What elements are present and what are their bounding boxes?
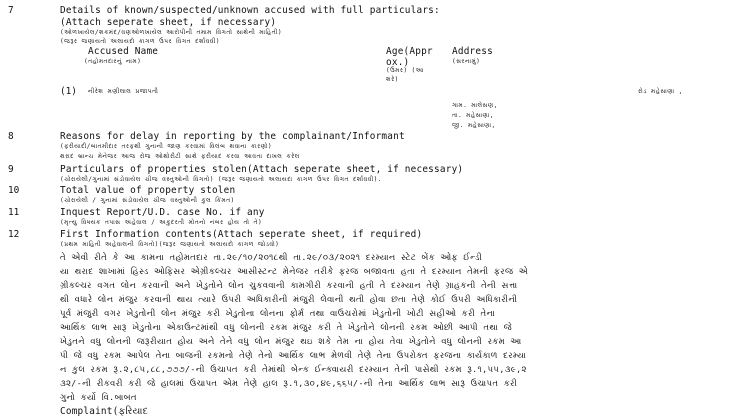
fir-body-line-1: તે એવી રીતે કે આ કામના તહોમતદાર તા.૨૯/૧૦/૨૦૧૮થી તા.૨૯/૦૩/૨૦૨૧ દરમ્યાન સ્ટેટ બેંક ઓફ ઈન્ડી	[60, 252, 483, 262]
item-8-title: Reasons for delay in reporting by the complainant/Informant	[60, 131, 405, 142]
fir-body-line-7: ખેડુતને વધુ લોનની જરૂરીયાત હોય અને તેને વધુ લોન મંજુર થઇ શકે તેમ ના હોય તેવા ખેડુતોને વધુ લોનની રકમ આ	[60, 336, 522, 346]
item-11-number: 11	[8, 207, 20, 218]
accused-row-number: (1)	[60, 86, 77, 97]
item-12-title: First Information contents(Attach seperate sheet, if required)	[60, 229, 423, 240]
item-7-subtitle: (Attach seperate sheet, if necessary)	[60, 17, 277, 28]
fir-body-line-10: ૩૨/-ની રીકવરી કરી જે હાલમાં ઉચાપત એમ તેણે હાલ રૂ.૧,૩૦,૪૯,૬૬૫/-ની તેના આર્થિક લાભ સારૂ ઉચાપત કરી	[60, 378, 518, 388]
complaint-label: Complaint(ફરિયાદ	[60, 406, 149, 417]
item-10-gujarati-title: (ચોરાયેલી / ગુનામાં સંડોવાયેલ ચીજ વસ્તુઓની કુલ કિંમત)	[60, 197, 235, 204]
item-9-gujarati-title: (ચોરાયેલી/ગુનામાં સંડોવાયેલ ચીજ વસ્તુઓની વિગતો) (જરૂર જણાયતો અલાયદા કાગળ ઉપર વિગત દર્શાવવી).	[60, 176, 382, 183]
item-11-gujarati-title: (મૃત્યુ વિષયક તપાસ અહેવાલ / અકુદરતી મોતનો નંબર હોય તો તે)	[60, 219, 263, 226]
fir-body-line-2: યા થરાદ શાખામાં હિસ્ડ ઓફિસર એગ્રીકલ્ચર આસીસ્ટન્ટ મેનેજર તરીકે ફરજ બજાવતા હતા તે દરમ્યાન તેમની ફરજ એ	[60, 266, 528, 276]
fir-body-line-11: ગુનો કર્યો વિ.બાબત	[60, 392, 137, 402]
address-header-gujarati: (સરનામું)	[452, 58, 481, 65]
fir-body-line-5: પૂર્વ મંજુરી વગર ખેડુતોની લોન મંજુર કરી ખેડુતોના લોનના ફોર્મ તથા વાઉચરોમાં ખેડુતોની ખોટી સહીઓ કરી તેના	[60, 308, 496, 318]
fir-body-line-8: પી જે વધુ રકમ આપેલ તેના બાજની રકમનો તેણે તેનો આર્થિક લાભ મેળવી તેણે તેના ઉપરોક્ત ફરજના કાર્યકાળ દરમ્યા	[60, 350, 527, 360]
item-8-gujarati-title: (ફરીયાદી/બાતમીદાર તરફથી ગુનાની જાણ કરવામાં વિલંબ થવાના કારણો)	[60, 143, 272, 150]
fir-body-line-6: આર્થિક લાભ સારૂ ખેડુતોના એકાઉન્ટમાંથી વધુ લોનની રકમ મંજુર કરી તે ખેડુતોને લોનની રકમ ઓછી આપી તથા જે	[60, 322, 512, 332]
item-7-gujarati-note: (જરૂર જણાયતો અલાયદો કાગળ ઉપર વિગત દર્શાવવી)	[60, 38, 220, 45]
accused-row-address-district: જી. મહેસાણા,	[452, 122, 496, 129]
accused-row-address-road: રોડ મહેસાણા ,	[638, 88, 683, 95]
item-10-number: 10	[8, 185, 20, 196]
item-10-title: Total value of property stolen	[60, 185, 236, 196]
accused-name-header-gujarati: (તહોમતદારનું નામ)	[84, 58, 142, 65]
address-header: Address	[452, 46, 493, 57]
item-7-number: 7	[8, 5, 14, 16]
fir-body-line-3: ગ્રીકલ્ચર વગત લોન કરવાની અને ખેડુતોને લોન ચુકવવાની કામગીરી કરવાની હતી તે દરમ્યાન તેણે ગ્રાહકની તેની સત્તા	[60, 280, 518, 290]
item-9-number: 9	[8, 164, 14, 175]
item-12-gujarati-title: (પ્રથમ માહિતી અહેવાલની વિગતો)(જરૂર જણાયતો અલાયદો કાગળ જોડવો)	[60, 241, 280, 248]
age-header-gujarati-line-1: (ઉમર) (આ	[386, 67, 424, 74]
item-12-number: 12	[8, 229, 20, 240]
accused-row-address-taluka: તા. મહેસાણા,	[452, 112, 494, 119]
item-11-title: Inquest Report/U.D. case No. if any	[60, 207, 265, 218]
fir-body-line-4: થી વધારે લોન મંજુર કરવાની થાય ત્યારે ઉપરી અધિકારીની મંજુરી લેવાની થતી હોવા છતા તેણે કોઈ ઉપરી અધિકારીની	[60, 294, 518, 304]
fir-body-line-9: ન કુલ રકમ રૂ.૨,૮૫,૮૮,૭૭૭/-ની ઉચાપત કરી તેમાંથી બેન્ક ઈન્ક્વાયરી દરમ્યાન તેની પાસેથી રકમ રૂ.૧,૫૫,૩૯,૨	[60, 364, 527, 374]
item-7-title: Details of known/suspected/unknown accused with full particulars:	[60, 5, 440, 16]
accused-name-header: Accused Name	[88, 46, 159, 57]
item-7-gujarati-title: (ઓળખાયેલ/શકમંદ/વણઓળખાયેલ આરોપીની તમામ વિગતો સાથેની માહિતી)	[60, 29, 282, 36]
age-header-line-2: ox.)	[386, 57, 410, 68]
item-8-reason-text: થરાદ બ્રાન્ચ મેનેજર આજ રોજ ઓથોરીટી સાથે ફરીયાદ કરવા આવતા દાખલ કરેલ	[60, 153, 300, 160]
age-header-line-1: Age(Appr	[386, 46, 433, 57]
item-8-number: 8	[8, 131, 14, 142]
item-9-title: Particulars of properties stolen(Attach seperate sheet, if necessary)	[60, 164, 464, 175]
accused-row-name: નીરેશ મણીલાલ પ્રજાપતી	[88, 88, 159, 95]
age-header-gujarati-line-2: શરે)	[386, 76, 399, 83]
accused-row-address-village: ગામ. માલેસણ,	[452, 102, 498, 109]
